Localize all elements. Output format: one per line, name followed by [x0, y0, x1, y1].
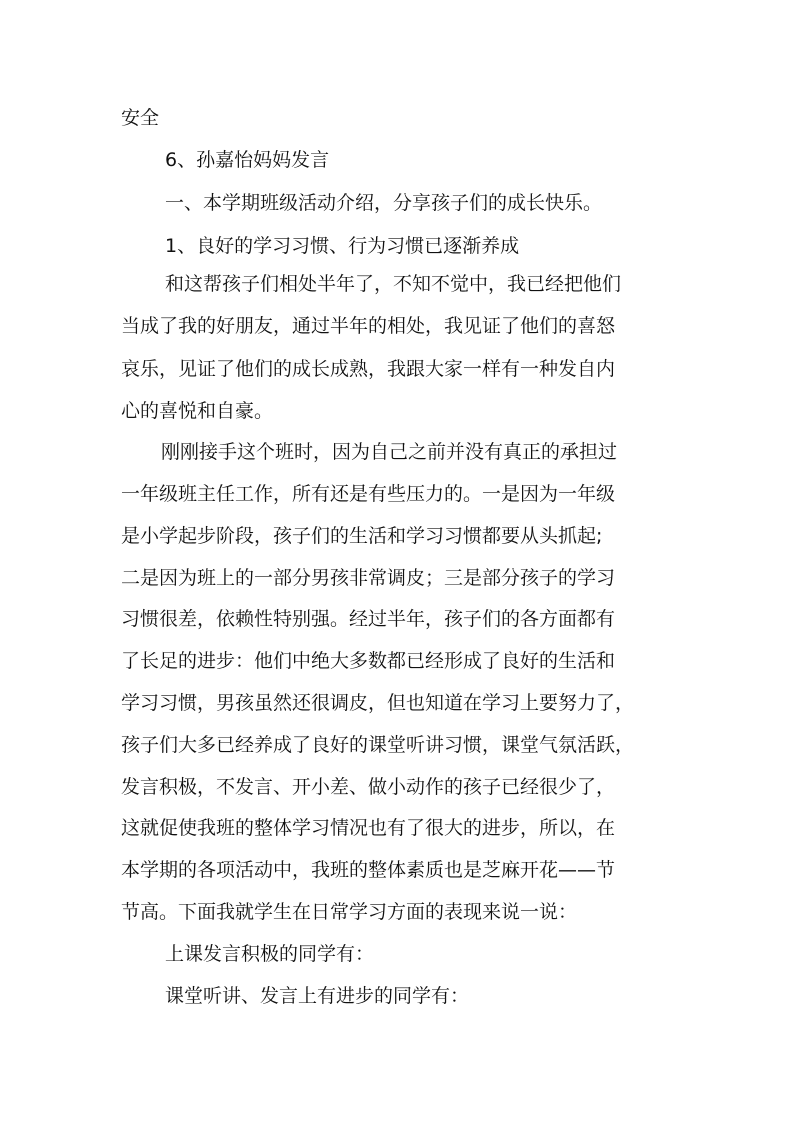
paragraph-line: 本学期的各项活动中，我班的整体素质也是芝麻开花——节: [121, 859, 616, 881]
paragraph-line: 二是因为班上的一部分男孩非常调皮；三是部分孩子的学习: [121, 567, 616, 589]
paragraph-line: 了长足的进步：他们中绝大多数都已经形成了良好的生活和: [121, 650, 616, 672]
section-heading: 一、本学期班级活动介绍，分享孩子们的成长快乐。: [165, 192, 603, 214]
paragraph-line: 当成了我的好朋友，通过半年的相处，我见证了他们的喜怒: [121, 315, 616, 337]
paragraph-line: 哀乐，见证了他们的成长成熟，我跟大家一样有一种发自内: [121, 358, 616, 380]
list-heading: 上课发言积极的同学有：: [165, 943, 375, 965]
paragraph-line: 发言积极，不发言、开小差、做小动作的孩子已经很少了，: [121, 776, 616, 798]
paragraph-line: 和这帮孩子们相处半年了，不知不觉中，我已经把他们: [165, 273, 622, 295]
paragraph-line: 心的喜悦和自豪。: [121, 400, 274, 422]
list-heading: 课堂听讲、发言上有进步的同学有：: [165, 985, 470, 1007]
paragraph-line: 习惯很差，依赖性特别强。经过半年，孩子们的各方面都有: [121, 608, 616, 630]
paragraph-line: 孩子们大多已经养成了良好的课堂听讲习惯，课堂气氛活跃，: [121, 734, 635, 756]
paragraph-line: 学习习惯，男孩虽然还很调皮，但也知道在学习上要努力了，: [121, 692, 635, 714]
paragraph-line: 是小学起步阶段，孩子们的生活和学习习惯都要从头抓起;: [121, 525, 603, 547]
text-line: 安全: [121, 107, 160, 129]
paragraph-line: 刚刚接手这个班时，因为自己之前并没有真正的承担过: [161, 441, 618, 463]
paragraph-line: 这就促使我班的整体学习情况也有了很大的进步，所以，在: [121, 817, 616, 839]
subsection-heading: 1、良好的学习习惯、行为习惯已逐渐养成: [165, 235, 520, 257]
section-heading: 6、孙嘉怡妈妈发言: [165, 149, 330, 171]
paragraph-line: 一年级班主任工作，所有还是有些压力的。一是因为一年级: [121, 483, 616, 505]
paragraph-line: 节高。下面我就学生在日常学习方面的表现来说一说：: [121, 901, 578, 923]
